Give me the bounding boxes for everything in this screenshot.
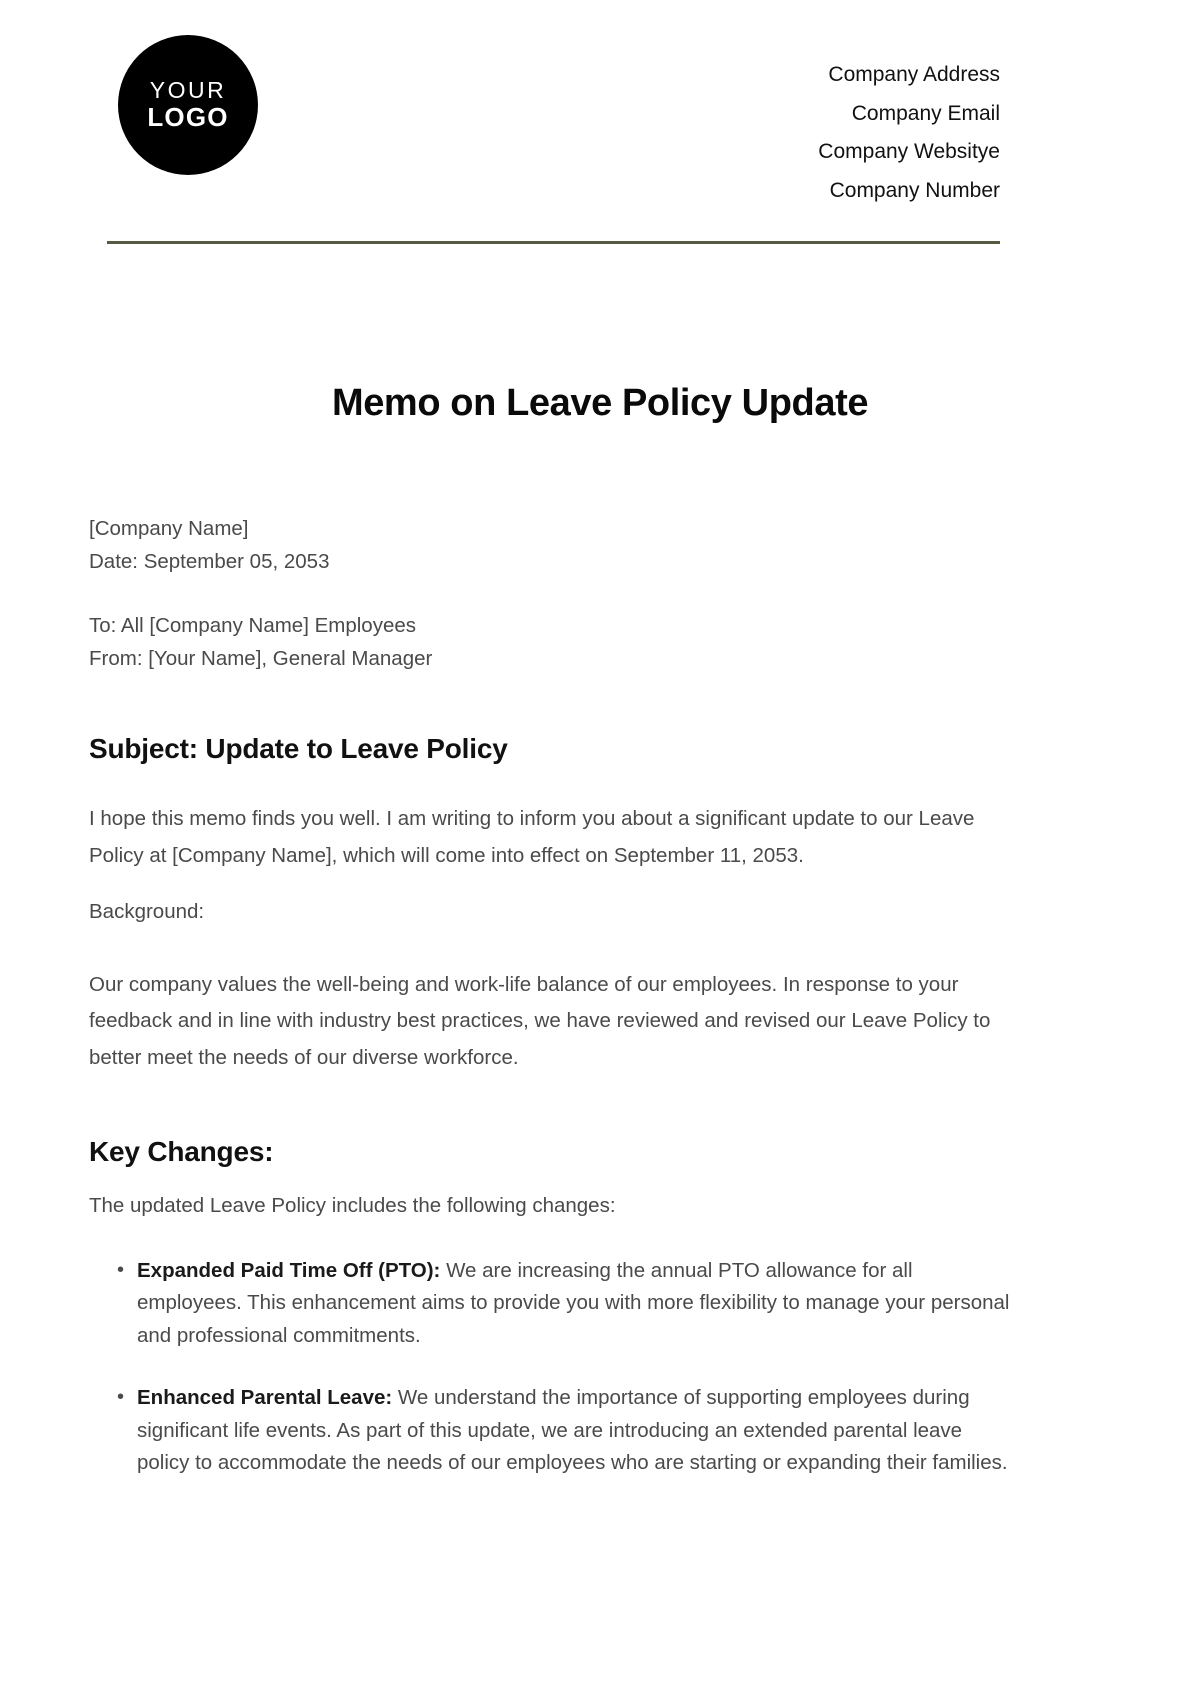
background-label: Background: (89, 900, 205, 923)
subject-heading: Subject: Update to Leave Policy (89, 733, 508, 764)
document-body (0, 513, 1200, 1480)
contact-line-email: Company Email (851, 101, 1000, 125)
meta-company-name: [Company Name] (89, 517, 249, 540)
contact-line-website: Company Websitye (818, 140, 1000, 163)
logo-bottom-text: LOGO (147, 102, 229, 133)
memo-metadata (89, 513, 1010, 675)
list-item-description: We understand the importance of supporting employees during significant life events. As part of this update, we are introducing an extended parental leave policy to accommodate the needs of our employees who are starting or expanding their families. (137, 1386, 1008, 1474)
contact-line-number: Company Number (829, 178, 1000, 202)
page-title: Memo on Leave Policy Update (331, 382, 869, 424)
meta-date: Date: September 05, 2053 (89, 549, 330, 573)
letterhead (0, 0, 1200, 210)
list-item-term: Enhanced Parental Leave: (137, 1386, 393, 1409)
list-item (117, 1382, 1010, 1480)
key-changes-heading: Key Changes: (89, 1136, 274, 1167)
contact-line-address: Company Address (828, 63, 1000, 86)
meta-spacer (89, 578, 1010, 610)
logo-top-text: YOUR (149, 76, 227, 103)
letterhead-divider (107, 241, 1000, 244)
intro-paragraph: I hope this memo finds you well. I am writing to inform you about a significant update to our Leave Policy at [Company Name], which will come into effect on September 11, 2053. (89, 807, 975, 867)
meta-sender: From: [Your Name], General Manager (89, 646, 433, 670)
list-item (117, 1255, 1010, 1353)
background-paragraph: Our company values the well-being and work-life balance of our employees. In response to your feedback and in line with industry best practices, we have reviewed and revised our Leave Policy to better meet the needs of our diverse workforce. (89, 972, 991, 1069)
list-item-term: Expanded Paid Time Off (PTO): (137, 1258, 441, 1282)
key-changes-lead: The updated Leave Policy includes the following changes: (89, 1194, 616, 1217)
company-contact-block (818, 30, 1000, 210)
meta-recipient: To: All [Company Name] Employees (89, 614, 416, 637)
company-logo (118, 35, 258, 175)
list-item-description: We are increasing the annual PTO allowance for all employees. This enhancement aims to provide you with more flexibility to manage your personal and professional commitments. (137, 1258, 1010, 1347)
key-changes-list (89, 1255, 1010, 1480)
